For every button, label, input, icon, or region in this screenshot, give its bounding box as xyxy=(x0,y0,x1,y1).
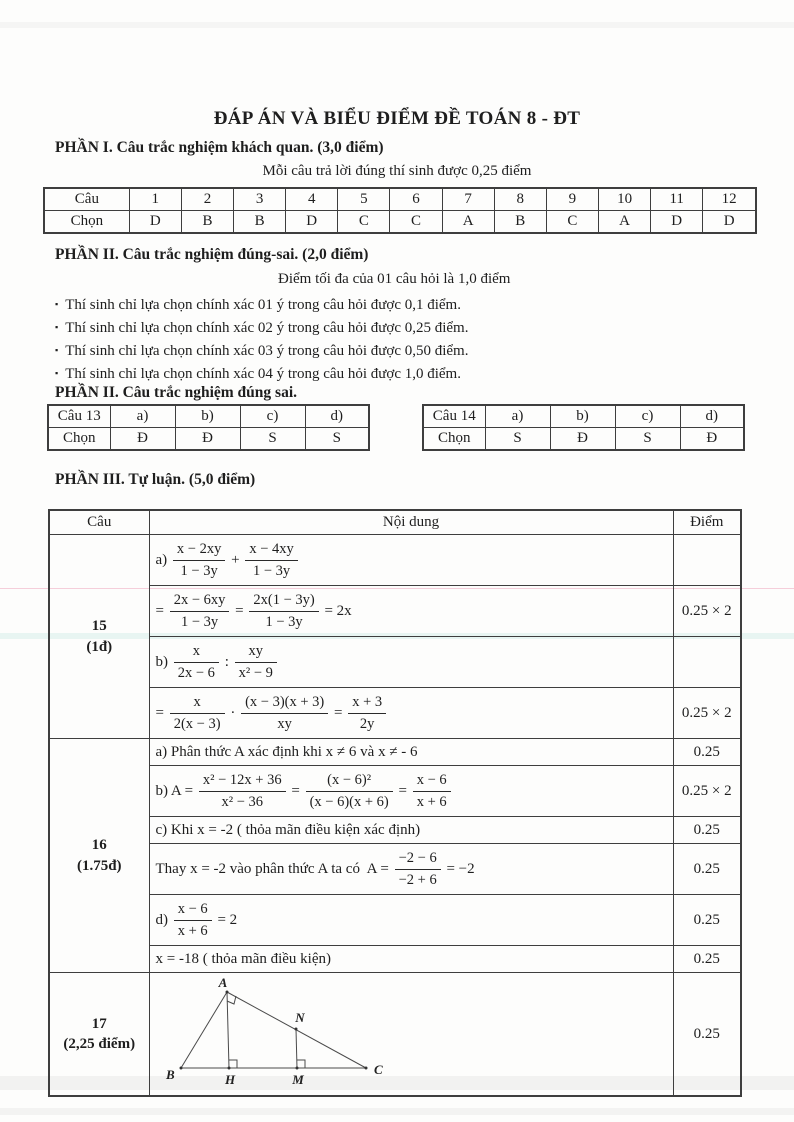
question-number-cell: 5 xyxy=(338,188,390,211)
math-text: · xyxy=(226,704,240,721)
math-expression xyxy=(156,589,667,632)
points-cell: 0.25 × 2 xyxy=(673,586,741,637)
part2-subtitle: Điểm tối đa của 01 câu hỏi là 1,0 điểm xyxy=(278,271,511,287)
fraction-denominator: 1 − 3y xyxy=(180,613,219,630)
question-number-cell xyxy=(49,973,149,1097)
math-text: = xyxy=(287,782,304,799)
vertex-dots xyxy=(179,991,367,1070)
math-expression xyxy=(156,640,667,683)
scoring-rule-text: Thí sinh chỉ lựa chọn chính xác 03 ý trong câu hỏi được 0,50 điểm. xyxy=(65,343,469,359)
fraction-numerator: (x − 3)(x + 3) xyxy=(241,693,328,713)
fraction-denominator: 1 − 3y xyxy=(252,562,291,579)
solution-row xyxy=(49,586,741,637)
math-text: b) xyxy=(155,653,172,670)
math-expression xyxy=(156,744,667,761)
answer-table-row xyxy=(44,211,756,234)
scoring-rule xyxy=(55,316,468,339)
fraction-denominator: (x − 6)(x + 6) xyxy=(309,793,389,810)
answer-cell: D xyxy=(703,211,756,234)
question-number-cell: 11 xyxy=(651,188,703,211)
part1-subtitle: Mỗi câu trả lời đúng thí sinh được 0,25 điểm xyxy=(262,163,532,179)
question-number-cell: 4 xyxy=(286,188,338,211)
points-cell: 0.25 xyxy=(673,895,741,946)
points-cell xyxy=(673,637,741,688)
vertex-label-h: H xyxy=(224,1072,235,1087)
math-expression xyxy=(156,951,667,968)
option-header-cell: b) xyxy=(175,405,240,428)
scoring-rule xyxy=(55,362,468,385)
math-text: + xyxy=(227,551,244,568)
right-angle-mark-H xyxy=(229,1060,237,1068)
solution-content-cell xyxy=(149,817,673,844)
fraction-numerator: x xyxy=(170,693,225,713)
fraction-numerator: 2x − 6xy xyxy=(170,591,230,611)
solution-content-cell xyxy=(149,739,673,766)
solution-content-cell xyxy=(149,946,673,973)
fraction-numerator: x − 2xy xyxy=(173,540,225,560)
part2-subheading: PHẦN II. Câu trắc nghiệm đúng sai. xyxy=(55,384,297,401)
solution-row xyxy=(49,766,741,817)
fraction xyxy=(306,771,393,810)
math-expression xyxy=(156,847,667,890)
fraction xyxy=(348,693,386,732)
fraction xyxy=(199,771,286,810)
answer-cell: Đ xyxy=(550,428,615,451)
answer-table-row xyxy=(48,405,369,428)
fraction xyxy=(245,540,297,579)
triangle-figure xyxy=(156,975,636,1093)
fraction-denominator: 1 − 3y xyxy=(265,613,303,630)
fraction-denominator: 2y xyxy=(359,715,375,732)
option-header-cell: d) xyxy=(305,405,369,428)
fraction-numerator: x + 3 xyxy=(348,693,386,713)
vertex-label-a: A xyxy=(218,975,227,990)
fraction-numerator: x xyxy=(174,642,219,662)
fraction-numerator: x − 6 xyxy=(413,771,451,791)
part2-answer-tables xyxy=(47,404,745,451)
scan-artifact xyxy=(0,1108,794,1115)
answer-cell: C xyxy=(546,211,598,234)
vertex-label-n: N xyxy=(294,1010,305,1025)
option-header-cell: c) xyxy=(615,405,680,428)
points-cell: 0.25 xyxy=(673,946,741,973)
answer-table-row xyxy=(423,428,744,451)
question-number-cell: 2 xyxy=(181,188,233,211)
solution-row xyxy=(49,688,741,739)
scoring-rule xyxy=(55,293,468,316)
fraction xyxy=(235,642,277,681)
solution-row xyxy=(49,844,741,895)
question-number-cell: 6 xyxy=(390,188,442,211)
fraction xyxy=(241,693,328,732)
fraction-denominator: x + 6 xyxy=(416,793,447,810)
vertex-label-b: B xyxy=(165,1067,175,1082)
math-text: = −2 xyxy=(442,860,475,877)
answer-cell: D xyxy=(651,211,703,234)
part1-heading: PHẦN I. Câu trắc nghiệm khách quan. (3,0 điểm) xyxy=(55,139,384,156)
solution-content-cell xyxy=(149,844,673,895)
row-label-cell: Câu xyxy=(44,188,129,211)
fraction xyxy=(249,591,318,630)
points-cell xyxy=(673,535,741,586)
solution-row xyxy=(49,946,741,973)
solution-content-cell xyxy=(149,973,673,1097)
fraction-numerator: x − 6 xyxy=(174,900,212,920)
math-text: a) xyxy=(155,551,171,568)
math-expression xyxy=(156,822,667,839)
bullet-icon: ▪ xyxy=(55,322,59,332)
solution-row xyxy=(49,973,741,1097)
answer-table-row xyxy=(423,405,744,428)
fraction-denominator: 2(x − 3) xyxy=(173,715,221,732)
math-text: = xyxy=(330,704,347,721)
answer-cell: A xyxy=(599,211,651,234)
solution-content-cell xyxy=(149,535,673,586)
true-false-table xyxy=(47,404,370,451)
solution-content-cell xyxy=(149,586,673,637)
option-header-cell: c) xyxy=(240,405,305,428)
solution-content-cell xyxy=(149,895,673,946)
right-angle-mark-M xyxy=(297,1060,305,1068)
answer-cell: S xyxy=(305,428,369,451)
bullet-icon: ▪ xyxy=(55,368,59,378)
question-points: (2,25 điểm) xyxy=(63,1036,136,1052)
fraction-denominator: x² − 9 xyxy=(238,664,273,681)
answer-cell: B xyxy=(234,211,286,234)
bullet-icon: ▪ xyxy=(55,345,59,355)
question-number: 16 xyxy=(91,837,107,854)
fraction-denominator: 2x − 6 xyxy=(177,664,215,681)
answer-cell: Đ xyxy=(110,428,175,451)
fraction-numerator: (x − 6)² xyxy=(306,771,393,791)
question-number: 17 xyxy=(91,1015,107,1032)
solution-content-cell xyxy=(149,637,673,688)
points-cell: 0.25 xyxy=(673,973,741,1097)
question-number-cell xyxy=(49,739,149,973)
solution-row xyxy=(49,817,741,844)
question-points: (1.75đ) xyxy=(76,857,122,874)
document-title: ĐÁP ÁN VÀ BIỂU ĐIỂM ĐỀ TOÁN 8 - ĐT xyxy=(213,108,581,129)
math-text: c) Khi x = -2 ( thỏa mãn điều kiện xác định) xyxy=(155,821,421,838)
fraction-denominator: x + 6 xyxy=(177,922,208,939)
solution-content-cell xyxy=(149,688,673,739)
question-number-cell: 12 xyxy=(703,188,756,211)
column-header: Nội dung xyxy=(149,510,673,535)
solution-row xyxy=(49,535,741,586)
option-header-cell: d) xyxy=(680,405,744,428)
option-header-cell: a) xyxy=(485,405,550,428)
fraction xyxy=(173,540,225,579)
scoring-rule-text: Thí sinh chỉ lựa chọn chính xác 01 ý trong câu hỏi được 0,1 điểm. xyxy=(65,297,461,313)
solution-row xyxy=(49,739,741,766)
segment-AH xyxy=(227,992,229,1068)
answer-cell: Đ xyxy=(175,428,240,451)
answer-cell: D xyxy=(286,211,338,234)
column-header: Câu xyxy=(49,510,149,535)
math-text: b) A = xyxy=(155,782,197,799)
question-number-cell xyxy=(49,535,149,739)
points-cell: 0.25 xyxy=(673,817,741,844)
fraction-denominator: −2 + 6 xyxy=(398,871,437,888)
segment-BA xyxy=(181,992,227,1068)
fraction-denominator: 1 − 3y xyxy=(180,562,218,579)
part2-scoring-rules xyxy=(55,293,468,385)
math-expression xyxy=(156,769,667,812)
answer-cell: C xyxy=(390,211,442,234)
true-false-table xyxy=(422,404,745,451)
solution-header-row xyxy=(49,510,741,535)
bullet-icon: ▪ xyxy=(55,299,59,309)
scoring-rule-text: Thí sinh chỉ lựa chọn chính xác 02 ý trong câu hỏi được 0,25 điểm. xyxy=(65,320,469,336)
fraction-numerator: −2 − 6 xyxy=(395,849,441,869)
math-text: = xyxy=(231,602,248,619)
fraction-numerator: xy xyxy=(235,642,277,662)
fraction-denominator: x² − 36 xyxy=(221,793,263,810)
answer-table-row xyxy=(44,188,756,211)
fraction xyxy=(413,771,451,810)
row-label-cell: Chọn xyxy=(423,428,485,451)
vertex-label-c: C xyxy=(373,1062,383,1077)
fraction xyxy=(170,591,230,630)
solution-row xyxy=(49,895,741,946)
column-header: Điểm xyxy=(673,510,741,535)
fraction xyxy=(170,693,225,732)
option-header-cell: b) xyxy=(550,405,615,428)
answer-cell: A xyxy=(442,211,494,234)
question-number-cell: 8 xyxy=(494,188,546,211)
answer-cell: S xyxy=(615,428,680,451)
fraction-numerator: x − 4xy xyxy=(245,540,297,560)
answer-cell: D xyxy=(129,211,181,234)
fraction-numerator: x² − 12x + 36 xyxy=(199,771,286,791)
math-expression xyxy=(156,898,667,941)
points-cell: 0.25 xyxy=(673,739,741,766)
question-number-cell: 7 xyxy=(442,188,494,211)
vertex-label-m: M xyxy=(291,1072,304,1087)
row-label-cell: Chọn xyxy=(44,211,129,234)
question-number-cell: 10 xyxy=(599,188,651,211)
solution-content-cell xyxy=(149,766,673,817)
points-cell: 0.25 xyxy=(673,844,741,895)
answer-cell: C xyxy=(338,211,390,234)
math-text: = xyxy=(155,602,168,619)
answer-table-row xyxy=(48,428,369,451)
part3-solution-table xyxy=(48,509,742,1097)
math-text: = 2 xyxy=(213,911,238,928)
option-header-cell: a) xyxy=(110,405,175,428)
math-expression xyxy=(156,538,667,581)
answer-cell: Đ xyxy=(680,428,744,451)
math-text: = 2x xyxy=(320,602,352,619)
question-label-cell: Câu 13 xyxy=(48,405,110,428)
scoring-rule xyxy=(55,339,468,362)
question-number: 15 xyxy=(91,618,107,635)
question-number-cell: 9 xyxy=(546,188,598,211)
part3-heading: PHẦN III. Tự luận. (5,0 điểm) xyxy=(55,471,256,488)
fraction-numerator: 2x(1 − 3y) xyxy=(249,591,318,611)
scan-artifact xyxy=(0,22,794,28)
answer-cell: S xyxy=(485,428,550,451)
question-label-cell: Câu 14 xyxy=(423,405,485,428)
scoring-rule-text: Thí sinh chỉ lựa chọn chính xác 04 ý trong câu hỏi được 1,0 điểm. xyxy=(65,366,461,382)
math-text: Thay x = -2 vào phân thức A ta có A = xyxy=(155,860,393,877)
math-text: = xyxy=(394,782,411,799)
answer-cell: B xyxy=(181,211,233,234)
row-label-cell: Chọn xyxy=(48,428,110,451)
math-expression xyxy=(156,691,667,734)
answer-cell: B xyxy=(494,211,546,234)
fraction xyxy=(395,849,441,888)
part1-answer-table xyxy=(43,187,757,234)
math-text: = xyxy=(155,704,168,721)
fraction-denominator: xy xyxy=(277,715,292,732)
fraction xyxy=(174,900,212,939)
segment-NM xyxy=(296,1029,297,1068)
question-number-cell: 3 xyxy=(234,188,286,211)
solution-row xyxy=(49,637,741,688)
question-number-cell: 1 xyxy=(129,188,181,211)
math-text: : xyxy=(220,653,233,670)
math-text: x = -18 ( thỏa mãn điều kiện) xyxy=(155,950,331,967)
fraction xyxy=(174,642,219,681)
math-text: d) xyxy=(155,911,172,928)
right-angle-mark-A xyxy=(227,996,236,1004)
points-cell: 0.25 × 2 xyxy=(673,688,741,739)
answer-cell: S xyxy=(240,428,305,451)
part2-heading: PHẦN II. Câu trắc nghiệm đúng-sai. (2,0 điểm) xyxy=(55,246,369,263)
math-text: a) Phân thức A xác định khi x ≠ 6 và x ≠ - 6 xyxy=(155,743,418,760)
points-cell: 0.25 × 2 xyxy=(673,766,741,817)
question-points: (1đ) xyxy=(86,638,113,655)
